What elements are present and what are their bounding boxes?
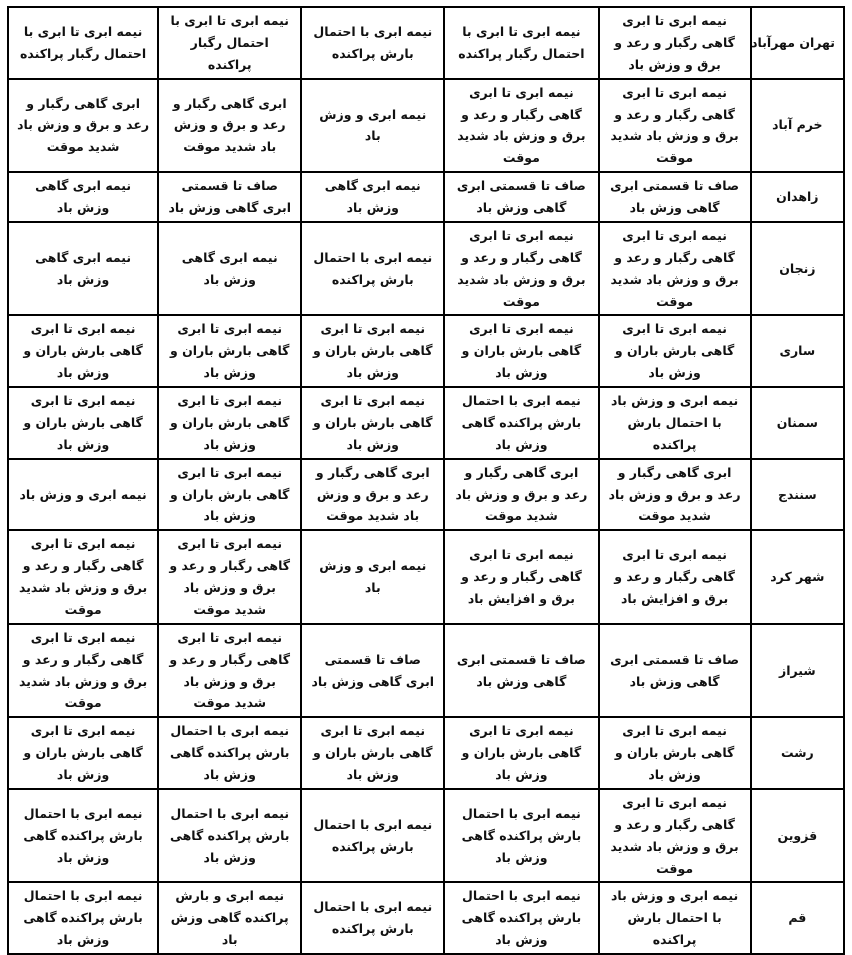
forecast-cell: نیمه ابری تا ابری گاهی رگبار و رعد و برق و وزش باد شدید موقت	[158, 624, 301, 718]
forecast-cell: نیمه ابری تا ابری گاهی رگبار و رعد و برق و افزایش باد	[599, 530, 751, 624]
city-cell: شیراز	[751, 624, 844, 718]
table-row	[8, 7, 844, 79]
table-row	[8, 624, 844, 718]
forecast-cell: نیمه ابری تا ابری گاهی بارش باران و وزش باد	[158, 459, 301, 531]
forecast-cell: نیمه ابری با احتمال بارش پراکنده گاهی وزش باد	[444, 387, 598, 459]
forecast-cell: نیمه ابری تا ابری گاهی بارش باران و وزش باد	[444, 717, 598, 789]
forecast-cell: نیمه ابری با احتمال بارش پراکنده	[301, 7, 444, 79]
forecast-cell: ابری گاهی رگبار و رعد و برق و وزش باد شدید موقت	[599, 459, 751, 531]
forecast-cell: نیمه ابری و وزش باد	[301, 530, 444, 624]
forecast-cell: ابری گاهی رگبار و رعد و برق و وزش باد شدید موقت	[158, 79, 301, 173]
forecast-cell: صاف تا قسمتی ابری گاهی وزش باد	[599, 624, 751, 718]
forecast-cell: نیمه ابری با احتمال بارش پراکنده	[301, 882, 444, 954]
city-cell: زاهدان	[751, 172, 844, 222]
city-cell: رشت	[751, 717, 844, 789]
weather-table-body	[8, 7, 844, 954]
forecast-cell: نیمه ابری و وزش باد با احتمال بارش پراکنده	[599, 882, 751, 954]
forecast-cell: ابری گاهی رگبار و رعد و برق و وزش باد شدید موقت	[444, 459, 598, 531]
table-row	[8, 882, 844, 954]
forecast-cell: صاف تا قسمتی ابری گاهی وزش باد	[158, 172, 301, 222]
table-row	[8, 387, 844, 459]
table-row	[8, 79, 844, 173]
forecast-cell: صاف تا قسمتی ابری گاهی وزش باد	[444, 172, 598, 222]
forecast-cell: نیمه ابری و وزش باد	[8, 459, 158, 531]
forecast-cell: نیمه ابری تا ابری گاهی بارش باران و وزش باد	[599, 315, 751, 387]
forecast-cell: نیمه ابری و بارش پراکنده گاهی وزش باد	[158, 882, 301, 954]
forecast-cell: نیمه ابری و وزش باد با احتمال بارش پراکنده	[599, 387, 751, 459]
table-row	[8, 459, 844, 531]
forecast-cell: نیمه ابری با احتمال بارش پراکنده گاهی وزش باد	[158, 717, 301, 789]
forecast-cell: نیمه ابری تا ابری گاهی بارش باران و وزش باد	[301, 387, 444, 459]
forecast-cell: نیمه ابری تا ابری گاهی رگبار و رعد و برق و وزش باد شدید موقت	[444, 222, 598, 316]
forecast-cell: نیمه ابری تا ابری گاهی بارش باران و وزش باد	[158, 387, 301, 459]
forecast-cell: نیمه ابری تا ابری گاهی رگبار و رعد و برق و وزش باد	[599, 7, 751, 79]
forecast-cell: نیمه ابری تا ابری گاهی بارش باران و وزش باد	[301, 315, 444, 387]
forecast-cell: نیمه ابری با احتمال بارش پراکنده	[301, 789, 444, 883]
table-row	[8, 717, 844, 789]
forecast-cell: نیمه ابری گاهی وزش باد	[8, 172, 158, 222]
city-cell: سنندج	[751, 459, 844, 531]
forecast-cell: نیمه ابری گاهی وزش باد	[158, 222, 301, 316]
forecast-cell: نیمه ابری با احتمال بارش پراکنده گاهی وزش باد	[8, 882, 158, 954]
forecast-cell: ابری گاهی رگبار و رعد و برق و وزش باد شدید موقت	[8, 79, 158, 173]
forecast-cell: نیمه ابری تا ابری گاهی بارش باران و وزش باد	[8, 387, 158, 459]
forecast-cell: نیمه ابری تا ابری گاهی رگبار و رعد و برق و وزش باد شدید موقت	[599, 222, 751, 316]
city-cell: تهران مهرآباد	[751, 7, 844, 79]
forecast-cell: نیمه ابری تا ابری گاهی رگبار و رعد و برق و وزش باد شدید موقت	[444, 79, 598, 173]
forecast-cell: نیمه ابری تا ابری گاهی رگبار و رعد و برق و وزش باد شدید موقت	[8, 530, 158, 624]
city-cell: زنجان	[751, 222, 844, 316]
forecast-cell: نیمه ابری با احتمال بارش پراکنده گاهی وزش باد	[158, 789, 301, 883]
forecast-cell: نیمه ابری تا ابری گاهی بارش باران و وزش باد	[158, 315, 301, 387]
forecast-cell: نیمه ابری با احتمال بارش پراکنده گاهی وزش باد	[444, 882, 598, 954]
forecast-cell: نیمه ابری تا ابری گاهی رگبار و رعد و برق و وزش باد شدید موقت	[158, 530, 301, 624]
forecast-cell: نیمه ابری و وزش باد	[301, 79, 444, 173]
forecast-cell: نیمه ابری تا ابری گاهی رگبار و رعد و برق و وزش باد شدید موقت	[599, 789, 751, 883]
forecast-cell: نیمه ابری تا ابری گاهی رگبار و رعد و برق و وزش باد شدید موقت	[8, 624, 158, 718]
table-row	[8, 530, 844, 624]
forecast-cell: صاف تا قسمتی ابری گاهی وزش باد	[599, 172, 751, 222]
forecast-cell: نیمه ابری تا ابری گاهی بارش باران و وزش باد	[8, 315, 158, 387]
table-row	[8, 315, 844, 387]
table-row	[8, 789, 844, 883]
city-cell: سمنان	[751, 387, 844, 459]
forecast-cell: نیمه ابری با احتمال بارش پراکنده گاهی وزش باد	[8, 789, 158, 883]
forecast-cell: نیمه ابری تا ابری گاهی رگبار و رعد و برق و وزش باد شدید موقت	[599, 79, 751, 173]
forecast-cell: نیمه ابری تا ابری با احتمال رگبار پراکنده	[158, 7, 301, 79]
table-row	[8, 172, 844, 222]
forecast-cell: نیمه ابری تا ابری گاهی بارش باران و وزش باد	[8, 717, 158, 789]
weather-forecast-table	[7, 6, 845, 955]
forecast-cell: نیمه ابری تا ابری با احتمال رگبار پراکنده	[444, 7, 598, 79]
city-cell: قم	[751, 882, 844, 954]
forecast-cell: نیمه ابری با احتمال بارش پراکنده	[301, 222, 444, 316]
forecast-cell: نیمه ابری تا ابری گاهی بارش باران و وزش باد	[301, 717, 444, 789]
forecast-cell: صاف تا قسمتی ابری گاهی وزش باد	[444, 624, 598, 718]
table-row	[8, 222, 844, 316]
forecast-cell: ابری گاهی رگبار و رعد و برق و وزش باد شدید موقت	[301, 459, 444, 531]
city-cell: قزوین	[751, 789, 844, 883]
forecast-cell: نیمه ابری گاهی وزش باد	[301, 172, 444, 222]
forecast-cell: صاف تا قسمتی ابری گاهی وزش باد	[301, 624, 444, 718]
city-cell: شهر کرد	[751, 530, 844, 624]
forecast-cell: نیمه ابری گاهی وزش باد	[8, 222, 158, 316]
forecast-cell: نیمه ابری تا ابری گاهی بارش باران و وزش باد	[444, 315, 598, 387]
forecast-cell: نیمه ابری با احتمال بارش پراکنده گاهی وزش باد	[444, 789, 598, 883]
forecast-cell: نیمه ابری تا ابری با احتمال رگبار پراکنده	[8, 7, 158, 79]
city-cell: ساری	[751, 315, 844, 387]
forecast-cell: نیمه ابری تا ابری گاهی بارش باران و وزش باد	[599, 717, 751, 789]
city-cell: خرم آباد	[751, 79, 844, 173]
forecast-cell: نیمه ابری تا ابری گاهی رگبار و رعد و برق و افزایش باد	[444, 530, 598, 624]
